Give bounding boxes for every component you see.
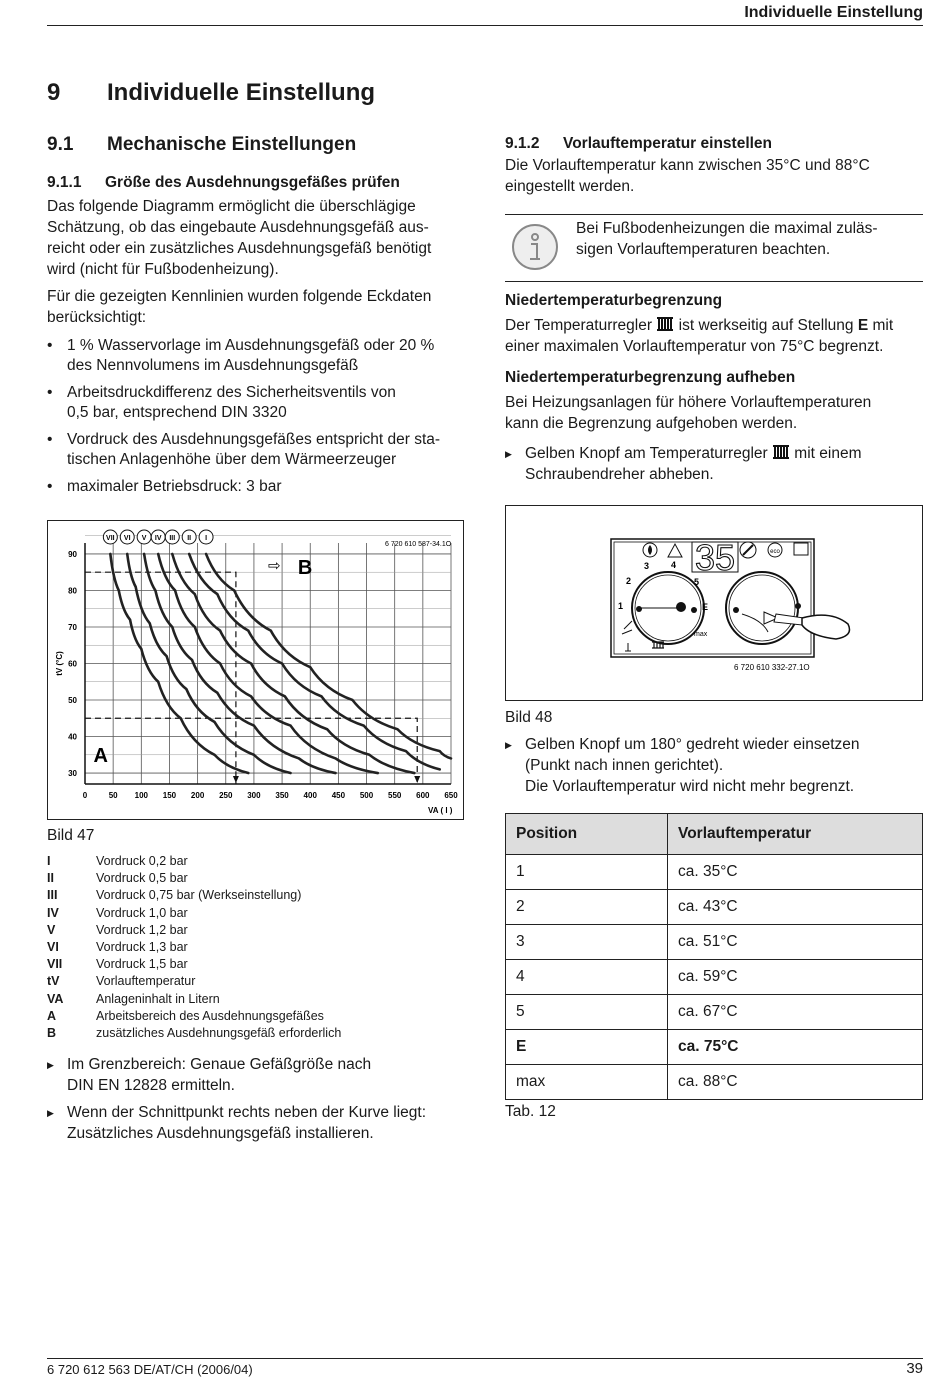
cell-temperature: ca. 59°C: [668, 960, 923, 995]
legend-text: Vordruck 0,75 bar (Werkseinstellung): [96, 888, 302, 903]
legend-text: Vordruck 1,5 bar: [96, 957, 188, 972]
legend-item: [47, 922, 341, 939]
region-label-b: B: [297, 557, 313, 580]
paragraph-911-2: [47, 286, 472, 328]
instruction-step: [47, 1102, 472, 1144]
text-line: Schätzung, ob das eingebaute Ausdehnungsgefäß aus-: [47, 219, 429, 236]
heading-911: [47, 174, 472, 192]
text-line: • Vordruck des Ausdehnungsgefäßes entspricht der sta-: [67, 431, 441, 448]
legend-item: [47, 853, 341, 870]
section-title: Individuelle Einstellung: [107, 79, 376, 106]
heading-912-number: 9.1.2: [505, 135, 540, 152]
text-line: Schraubendreher abheben.: [525, 466, 714, 483]
x-tick-label: 350: [275, 791, 289, 800]
series-label: III: [169, 535, 176, 542]
y-tick-label: 40: [68, 732, 77, 742]
text-line: 0,5 bar, entsprechend DIN 3320: [67, 404, 287, 421]
x-axis-label: VA ( l ): [428, 806, 453, 815]
text-line: ▶ Im Grenzbereich: Genaue Gefäßgröße nach: [67, 1056, 372, 1073]
text-line: (Punkt nach innen gerichtet).: [525, 757, 724, 774]
text-line: des Nennvolumens im Ausdehnungsgefäß: [67, 357, 359, 374]
table-row: [506, 925, 923, 960]
legend-item: [47, 991, 341, 1008]
x-tick-label: 100: [134, 791, 148, 800]
legend-key: A: [47, 1008, 57, 1023]
note-box: [505, 214, 923, 282]
text-line: DIN EN 12828 ermitteln.: [67, 1077, 235, 1094]
cell-position: 1: [506, 855, 668, 890]
y-tick-label: 90: [68, 549, 77, 559]
text-run: Der Temperaturregler: [505, 317, 657, 334]
legend-text: Vordruck 1,0 bar: [96, 905, 188, 920]
y-axis-label: tV (°C): [55, 651, 64, 676]
text-line: • maximaler Betriebsdruck: 3 bar: [67, 478, 282, 495]
legend-key: V: [47, 922, 56, 937]
expansion-vessel-chart: [48, 521, 465, 821]
legend-key: B: [47, 1026, 57, 1041]
table-row: [506, 1030, 923, 1065]
left-instructions: [47, 1054, 472, 1144]
legend-key: VII: [47, 957, 63, 972]
page-number: 39: [906, 1360, 923, 1377]
text-line: Das folgende Diagramm ermöglicht die überschlägige: [47, 198, 416, 215]
legend-key: III: [47, 888, 58, 903]
paragraph-912-1: [505, 155, 923, 197]
legend-item: [47, 939, 341, 956]
bullet-list: [47, 336, 472, 497]
dial-label: 2: [626, 576, 632, 586]
position-e: E: [857, 317, 869, 334]
dial-label: 3: [644, 561, 650, 571]
heading-911-title: Größe des Ausdehnungsgefäßes prüfen: [105, 174, 400, 191]
heading-low-temp-limit: Niedertemperaturbegrenzung: [505, 292, 723, 309]
right-instructions: [505, 734, 923, 797]
list-item: [47, 430, 472, 470]
series-line: [206, 554, 451, 758]
y-tick-label: 50: [68, 696, 77, 706]
text-line: Zusätzliches Ausdehnungsgefäß installieren.: [67, 1125, 374, 1142]
table-row: [506, 855, 923, 890]
legend-key: VI: [47, 940, 59, 955]
text-line: Bei Heizungsanlagen für höhere Vorlauftemperaturen: [505, 394, 872, 411]
right-column: [505, 135, 923, 197]
paragraph-911-1: [47, 196, 472, 280]
list-item: [47, 477, 472, 497]
radiator-icon: [656, 316, 674, 332]
legend-text: Vordruck 1,3 bar: [96, 940, 188, 955]
legend-text: zusätzliches Ausdehnungsgefäß erforderlich: [96, 1026, 342, 1041]
dial-label: 5: [694, 577, 700, 587]
legend-item: [47, 905, 341, 922]
legend-key-text: VA: [47, 991, 64, 1006]
text-run: ist werkseitig auf Stellung: [674, 317, 858, 334]
text-line: sigen Vorlauftemperaturen beachten.: [576, 241, 831, 258]
series-label: II: [187, 535, 192, 542]
dial-label: max: [694, 631, 708, 638]
control-panel-illustration: [506, 506, 922, 700]
column-header: Vorlauftemperatur: [668, 814, 923, 855]
cell-temperature: ca. 43°C: [668, 890, 923, 925]
running-header: Individuelle Einstellung: [744, 4, 923, 21]
legend-key: [47, 973, 96, 990]
radiator-icon: [772, 444, 790, 460]
legend-item: [47, 870, 341, 887]
legend-key: I: [47, 854, 51, 868]
y-tick-label: 80: [68, 586, 77, 596]
heading-low-temp-remove: Niedertemperaturbegrenzung aufheben: [505, 369, 796, 386]
series-label: VII: [106, 535, 115, 542]
legend-text: Vordruck 0,2 bar: [96, 854, 188, 868]
heading-911-number: 9.1.1: [47, 174, 82, 191]
subsection-heading: [47, 134, 356, 156]
y-tick-label: 70: [68, 622, 77, 632]
legend-item: [47, 973, 341, 990]
legend-text: Anlageninhalt in Litern: [96, 991, 220, 1006]
section-heading: [47, 79, 375, 107]
right-column-2: [505, 292, 923, 485]
table-header-row: [506, 814, 923, 855]
instruction-step: [505, 443, 923, 485]
text-line: eingestellt werden.: [505, 178, 635, 195]
legend-key: [47, 991, 96, 1008]
cell-position: max: [506, 1065, 668, 1100]
x-tick-label: 0: [82, 791, 88, 800]
dial-label: E: [702, 602, 709, 612]
text-line: Bei Fußbodenheizungen die maximal zuläs-: [576, 220, 878, 237]
footer-doc-number: 6 720 612 563 DE/AT/CH (2006/04): [47, 1362, 253, 1377]
cell-temperature: ca. 51°C: [668, 925, 923, 960]
text-line: einer maximalen Vorlauftemperatur von 75°C begrenzt.: [505, 338, 884, 355]
cell-temperature: ca. 75°C: [668, 1030, 923, 1065]
series-label: IV: [154, 535, 162, 542]
list-item: [47, 383, 472, 423]
cell-temperature: ca. 35°C: [668, 855, 923, 890]
text-line: ▶ Gelben Knopf um 180° gedreht wieder einsetzen: [525, 736, 860, 753]
series-label: V: [141, 535, 147, 542]
x-tick-label: 200: [190, 791, 205, 800]
info-icon: [511, 223, 559, 271]
x-tick-label: 450: [331, 791, 346, 800]
heading-912-title: Vorlauftemperatur einstellen: [563, 135, 773, 152]
figure-47-legend: [47, 853, 341, 1042]
region-label-a: A: [93, 745, 108, 768]
table-row: [506, 890, 923, 925]
legend-item: [47, 956, 341, 973]
x-tick-label: 550: [388, 791, 402, 800]
guide-arrow: [414, 776, 420, 783]
figure-47-frame: [47, 520, 464, 820]
legend-key: IV: [47, 905, 59, 920]
text-line: Für die gezeigten Kennlinien wurden folgende Eckdaten: [47, 288, 432, 305]
figure-47-caption: Bild 47: [47, 827, 95, 844]
legend-key: II: [47, 871, 54, 886]
text-line: [505, 315, 923, 336]
instruction-step: [47, 1054, 472, 1096]
legend-item: [47, 1025, 341, 1042]
position-temperature-table: [505, 813, 923, 1100]
text-line: [525, 443, 923, 464]
cell-position: 3: [506, 925, 668, 960]
text-line: kann die Begrenzung aufgehoben werden.: [505, 415, 798, 432]
dial-label: 4: [671, 560, 677, 570]
x-tick-label: 600: [416, 791, 430, 800]
legend-text: Vordruck 1,2 bar: [96, 922, 188, 937]
text-line: tischen Anlagenhöhe über dem Wärmeerzeuger: [67, 451, 397, 468]
legend-text: Vordruck 0,5 bar: [96, 871, 188, 886]
text-run: mit einem: [790, 445, 862, 462]
legend-text: Arbeitsbereich des Ausdehnungsgefäßes: [96, 1008, 324, 1023]
x-tick-label: 650: [444, 791, 458, 800]
x-tick-label: 250: [219, 791, 233, 800]
cell-position: E: [506, 1030, 668, 1065]
figure-48-doc-id: 6 720 610 332-27.1O: [734, 663, 810, 672]
cell-position: 2: [506, 890, 668, 925]
table-caption: Tab. 12: [505, 1103, 556, 1120]
y-tick-label: 60: [68, 659, 77, 669]
x-tick-label: 300: [247, 791, 261, 800]
legend-key-text: tV: [47, 974, 60, 989]
cell-position: 4: [506, 960, 668, 995]
header-rule: [47, 25, 923, 26]
eco-label: eco: [770, 549, 780, 555]
subsection-number: 9.1: [47, 134, 74, 155]
footer-rule: [47, 1358, 923, 1359]
region-b-arrow: ⇨: [268, 557, 281, 575]
legend-text: Vorlauftemperatur: [96, 974, 196, 989]
legend-item: [47, 887, 341, 904]
text-run: Gelben Knopf am Temperaturregler: [525, 445, 772, 462]
cell-temperature: ca. 88°C: [668, 1065, 923, 1100]
paragraph-low-temp-remove: [505, 392, 923, 434]
figure-48-caption: Bild 48: [505, 709, 553, 726]
series-label: I: [205, 535, 208, 542]
left-column: [47, 174, 472, 504]
instruction-step: [505, 734, 923, 797]
series-label: VI: [123, 535, 131, 542]
text-run: mit: [868, 317, 894, 334]
dial-label: 1: [618, 601, 624, 611]
x-tick-label: 150: [162, 791, 177, 800]
cell-temperature: ca. 67°C: [668, 995, 923, 1030]
text-line: ▶ Wenn der Schnittpunkt rechts neben der Kurve liegt:: [67, 1104, 427, 1121]
text-line: • 1 % Wasservorlage im Ausdehnungsgefäß oder 20 %: [67, 337, 435, 354]
table-row: [506, 995, 923, 1030]
text-line: Die Vorlauftemperatur kann zwischen 35°C und 88°C: [505, 157, 870, 174]
figure-48-frame: [505, 505, 923, 701]
text-line: Die Vorlauftemperatur wird nicht mehr begrenzt.: [525, 778, 855, 795]
x-tick-label: 400: [303, 791, 317, 800]
x-tick-label: 50: [108, 791, 118, 800]
text-line: wird (nicht für Fußbodenheizung).: [47, 261, 279, 278]
column-header: Position: [506, 814, 668, 855]
paragraph-low-temp-limit: [505, 315, 923, 357]
y-tick-label: 30: [68, 769, 77, 779]
chart-doc-id: 6 720 610 587-34.1O: [385, 541, 452, 548]
note-text: [576, 218, 878, 260]
subsection-title: Mechanische Einstellungen: [107, 134, 357, 155]
x-tick-label: 500: [359, 791, 374, 800]
text-line: • Arbeitsdruckdifferenz des Sicherheitsventils von: [67, 384, 396, 401]
text-line: berücksichtigt:: [47, 309, 147, 326]
cell-position: 5: [506, 995, 668, 1030]
list-item: [47, 336, 472, 376]
table-row: [506, 1065, 923, 1100]
section-number: 9: [47, 79, 61, 106]
legend-item: [47, 1008, 341, 1025]
heading-912: [505, 135, 923, 153]
table-row: [506, 960, 923, 995]
text-line: reicht oder ein zusätzliches Ausdehnungsgefäß benötigt: [47, 240, 432, 257]
guide-arrow: [233, 776, 239, 783]
display-value: 35: [694, 537, 736, 578]
